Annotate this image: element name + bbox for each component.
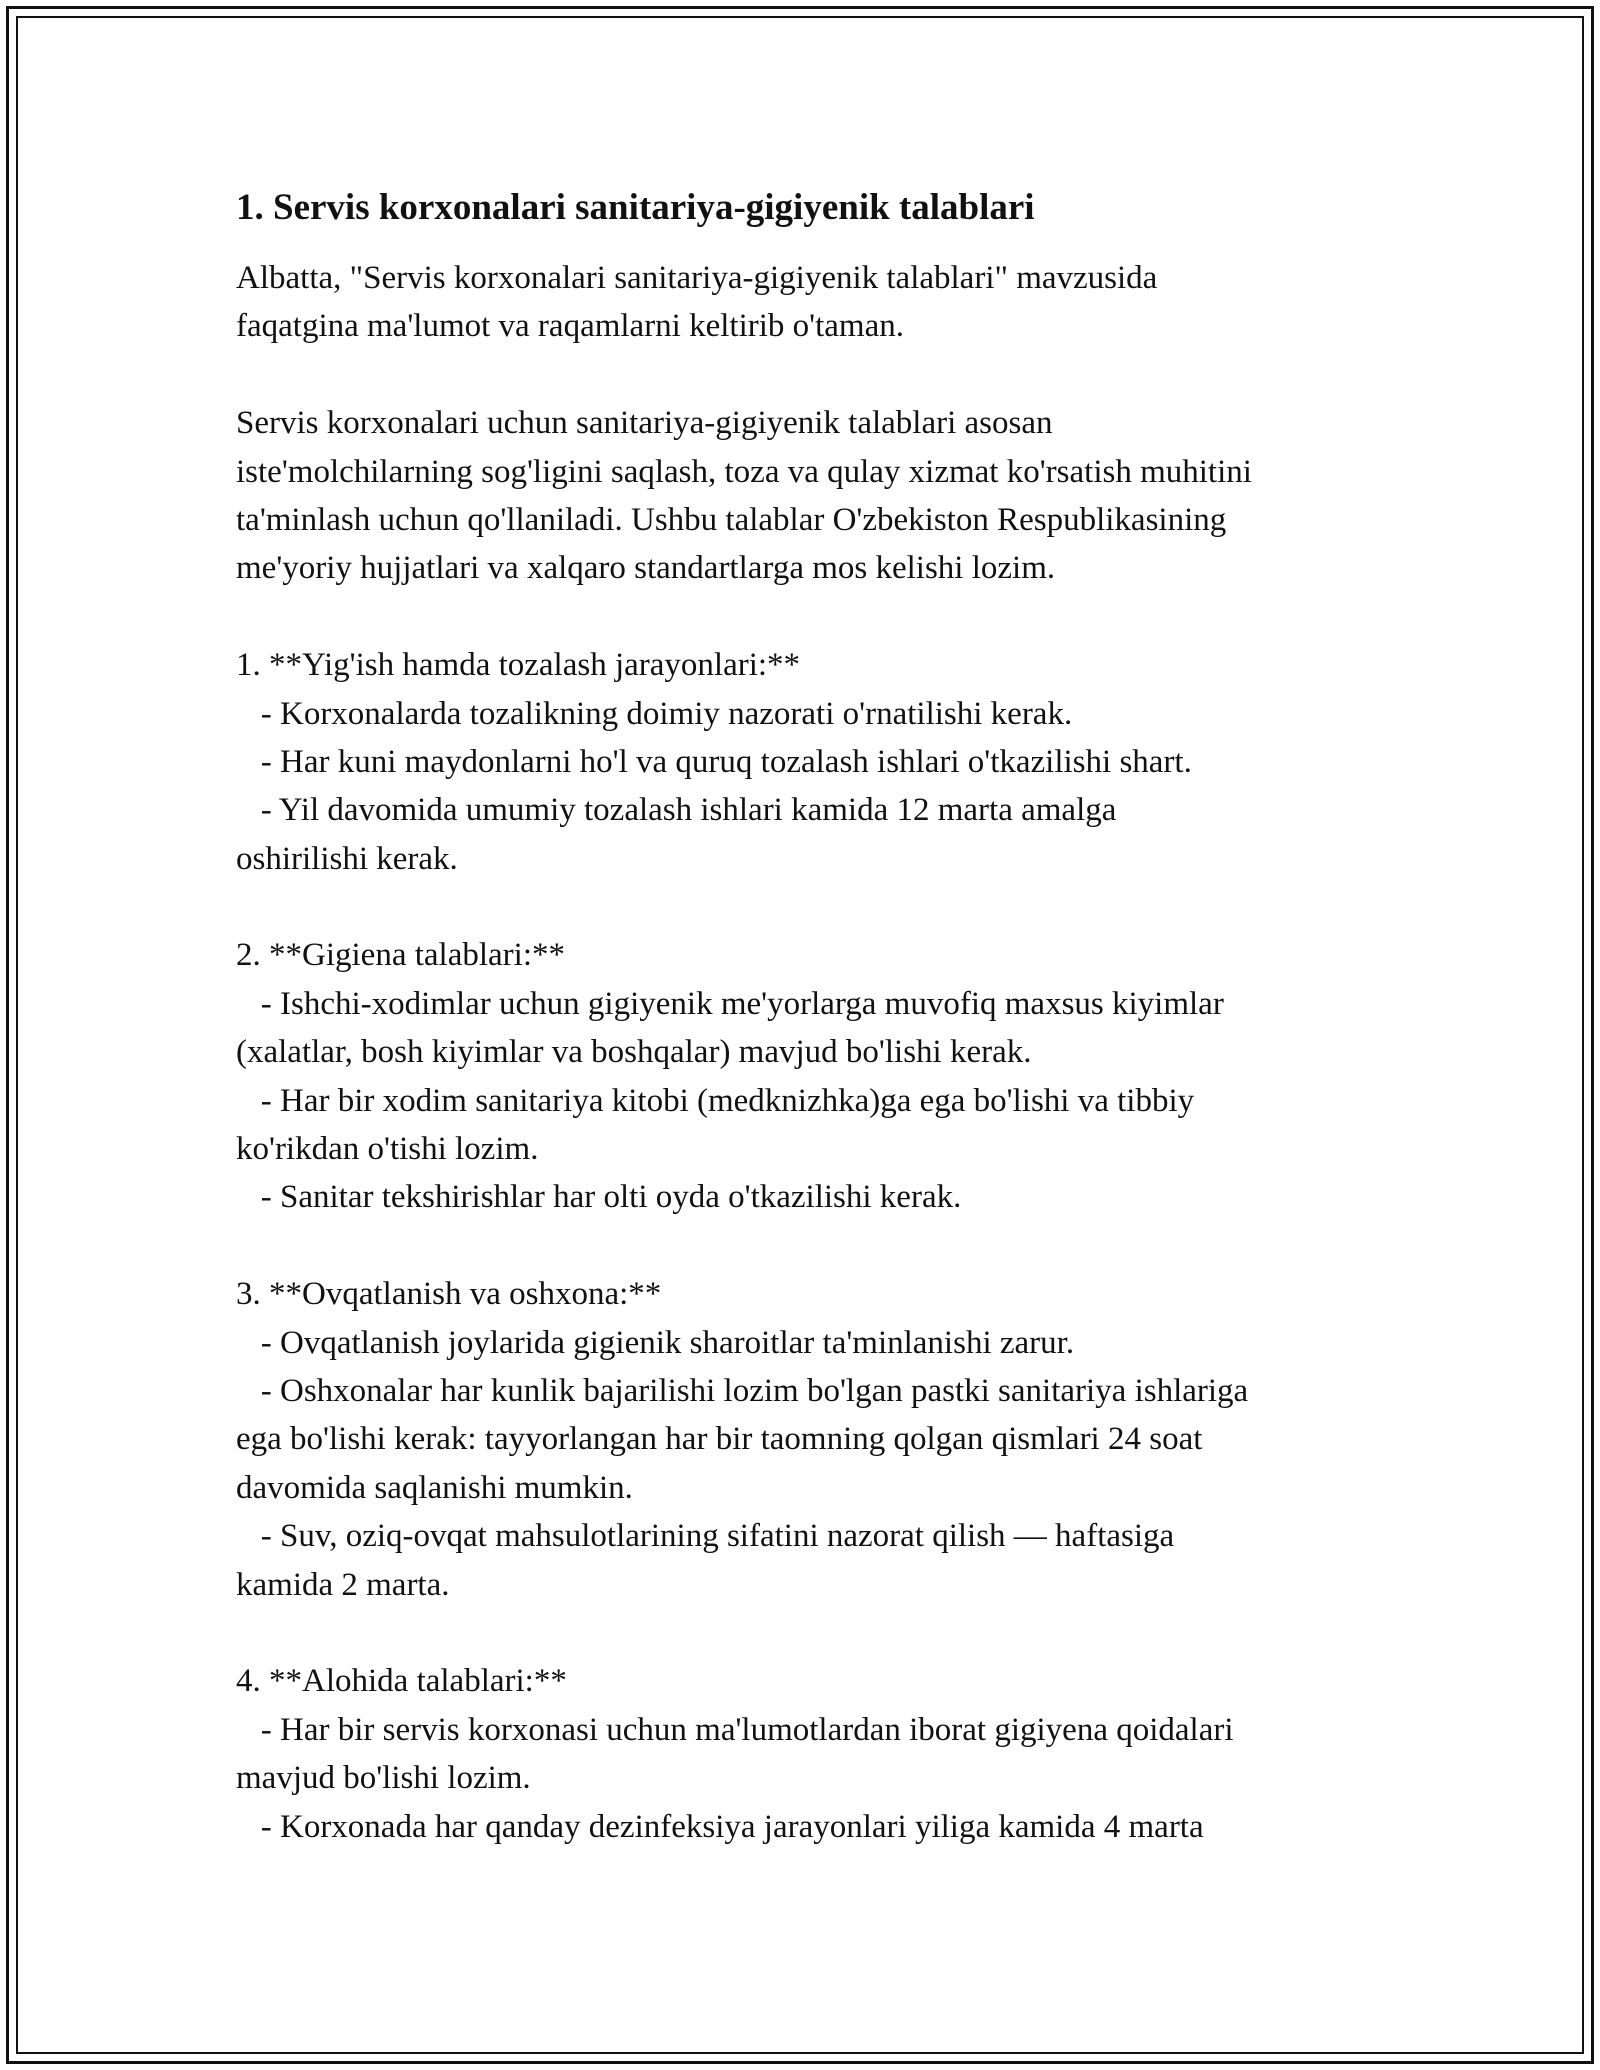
text-line: ega bo'lishi kerak: tayyorlangan har bir taomning qolgan qismlari 24 soat (236, 1421, 1203, 1458)
text-line: 3. **Ovqatlanish va oshxona:** (236, 1276, 662, 1313)
text-line: 1. **Yig'ish hamda tozalash jarayonlari:** (236, 647, 801, 684)
text-line: faqatgina ma'lumot va raqamlarni keltirib o'taman. (236, 308, 904, 345)
text-line: Servis korxonalari uchun sanitariya-gigiyenik talablari asosan (236, 405, 1053, 442)
text-line: oshirilishi kerak. (236, 840, 458, 877)
text-line: iste'molchilarning sog'ligini saqlash, toza va qulay xizmat ko'rsatish muhitini (236, 453, 1252, 490)
text-line: - Ishchi-xodimlar uchun gigiyenik me'yorlarga muvofiq maxsus kiyimlar (236, 985, 1224, 1022)
text-line: - Korxonada har qanday dezinfeksiya jarayonlari yiliga kamida 4 marta (236, 1808, 1204, 1845)
text-line: - Korxonalarda tozalikning doimiy nazorati o'rnatilishi kerak. (236, 695, 1073, 732)
blank-line (236, 593, 1396, 641)
document-text (236, 254, 1396, 1851)
text-line: - Ovqatlanish joylarida gigienik sharoitlar ta'minlanishi zarur. (236, 1324, 1075, 1361)
text-line: (xalatlar, bosh kiyimlar va boshqalar) mavjud bo'lishi kerak. (236, 1034, 1032, 1071)
blank-line (236, 1609, 1396, 1657)
text-line: - Yil davomida umumiy tozalash ishlari kamida 12 marta amalga (236, 792, 1117, 829)
text-line: - Sanitar tekshirishlar har olti oyda o'tkazilishi kerak. (236, 1179, 962, 1216)
text-line: ta'minlash uchun qo'llaniladi. Ushbu talablar O'zbekiston Respublikasining (236, 501, 1227, 538)
blank-line (236, 883, 1396, 931)
text-line: - Suv, oziq-ovqat mahsulotlarining sifatini nazorat qilish — haftasiga (236, 1518, 1175, 1555)
text-line: me'yoriy hujjatlari va xalqaro standartlarga mos kelishi lozim. (236, 550, 1056, 587)
blank-line (236, 1222, 1396, 1270)
text-line: kamida 2 marta. (236, 1566, 450, 1603)
text-line: Albatta, "Servis korxonalari sanitariya-gigiyenik talablari" mavzusida (236, 260, 1158, 296)
section-heading: 1. Servis korxonalari sanitariya-gigiyenik talablari (236, 187, 1035, 228)
blank-line (236, 351, 1396, 399)
text-line: 4. **Alohida talablari:** (236, 1663, 567, 1700)
text-line: - Oshxonalar har kunlik bajarilishi lozim bo'lgan pastki sanitariya ishlariga (236, 1372, 1249, 1409)
text-line: - Har kuni maydonlarni ho'l va quruq tozalash ishlari o'tkazilishi shart. (236, 743, 1192, 780)
document-body (236, 184, 1396, 1851)
text-line: - Har bir servis korxonasi uchun ma'lumotlardan iborat gigiyena qoidalari (236, 1711, 1234, 1748)
text-line: mavjud bo'lishi lozim. (236, 1760, 531, 1797)
text-line: ko'rikdan o'tishi lozim. (236, 1131, 539, 1168)
text-line: 2. **Gigiena talablari:** (236, 937, 565, 974)
text-line: - Har bir xodim sanitariya kitobi (medknizhka)ga ega bo'lishi va tibbiy (236, 1082, 1195, 1119)
text-line: davomida saqlanishi mumkin. (236, 1469, 633, 1506)
